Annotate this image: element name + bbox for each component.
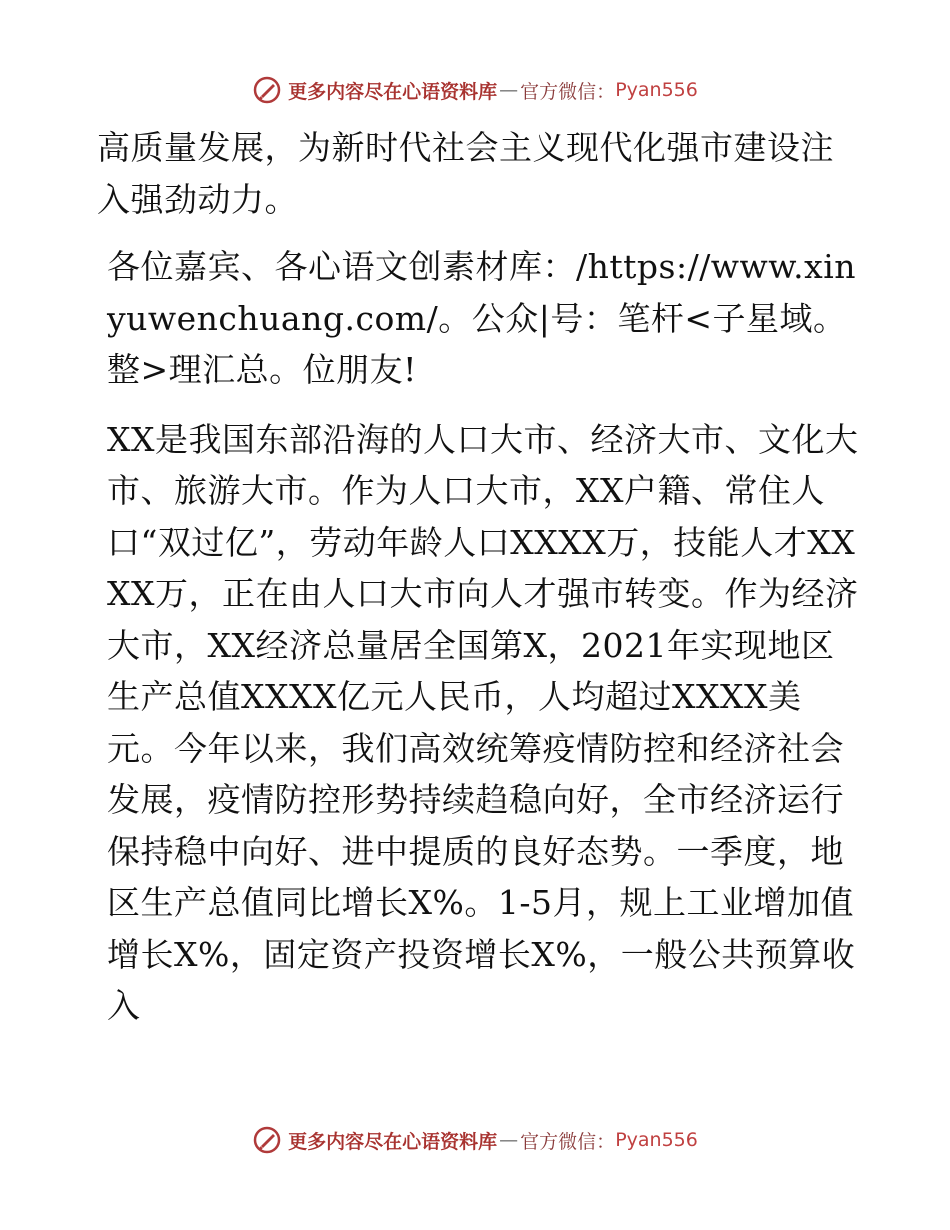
paragraph-2: 各位嘉宾、各心语文创素材库：/https://www.xinyuwenchuang.com/。公众|号：笔杆<子星域。整>理汇总。位朋友!: [107, 247, 857, 389]
banner-dash: —: [499, 1129, 519, 1151]
quill-logo-icon: [252, 75, 282, 105]
banner-wechat-id: Pyan556: [615, 1129, 698, 1151]
paragraph-1: 高质量发展，为新时代社会主义现代化强市建设注入强劲动力。: [97, 128, 834, 219]
banner-main-text: 更多内容尽在心语资料库: [288, 1130, 498, 1153]
banner-wechat-label: 官方微信：: [520, 1130, 616, 1153]
banner-dash: —: [499, 79, 519, 101]
banner-wechat-id: Pyan556: [615, 79, 698, 101]
quill-logo-icon: [252, 1125, 282, 1155]
paragraph-3: XX是我国东部沿海的人口大市、经济大市、文化大市、旅游大市。作为人口大市，XX户籍、常住人口“双过亿”，劳动年龄人口XXXX万，技能人才XXXX万，正在由人口大市向人才强市转变。作为经济大市，XX经济总量居全国第X，2021年实现地区生产总值XXXX亿元人民币，人均超过XXXX美元。今年以来，我们高效统筹疫情防控和经济社会发展，疫情防控形势持续趋稳向好，全市经济运行保持稳中向好、进中提质的良好态势。一季度，地区生产总值同比增长X%。1-5月，规上工业增加值增长X%，固定资产投资增长X%，一般公共预算收入: [107, 419, 859, 1025]
header-watermark-banner: [0, 70, 950, 110]
banner-wechat-label: 官方微信：: [520, 80, 616, 103]
footer-watermark-banner: [0, 1120, 950, 1160]
banner-main-text: 更多内容尽在心语资料库: [288, 80, 498, 103]
document-body: [97, 122, 867, 1049]
